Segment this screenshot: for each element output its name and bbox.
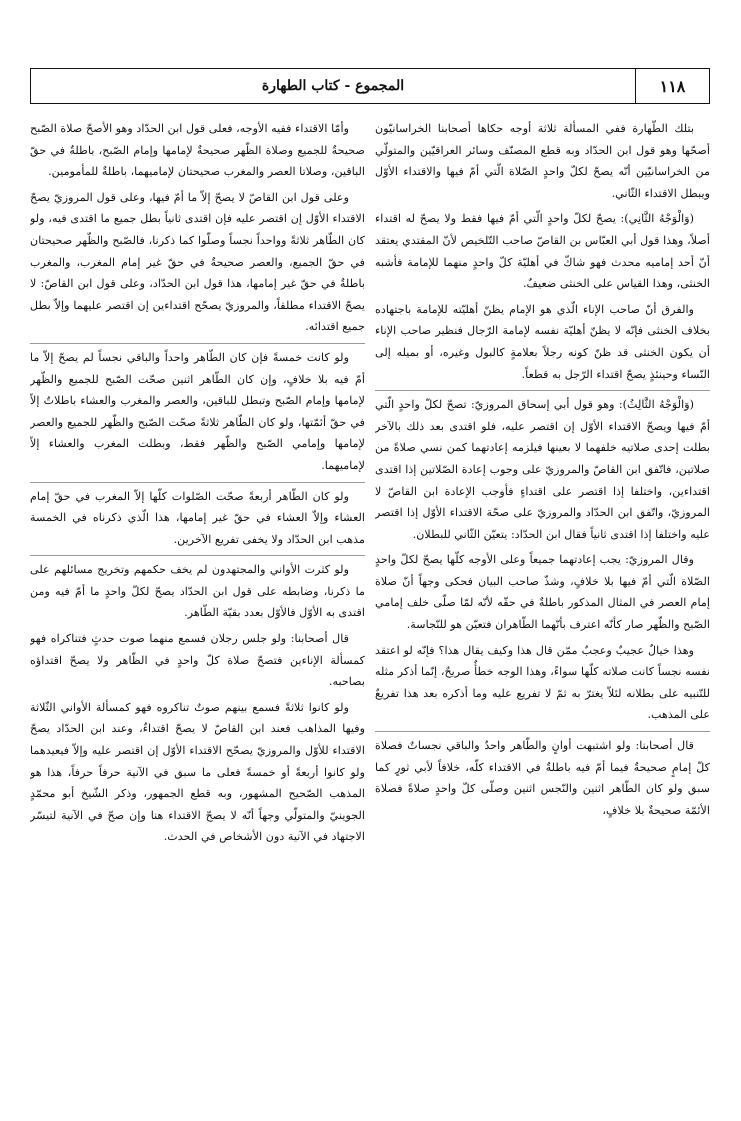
paragraph: وعلى قول ابن القاصّ لا يصحّ إلاّ ما أمّ فيها، وعلى قول المروزيّ يصحّ الاقتداء الأوّل إن اقتصر عليه فإن اقتدى ثانياً بطل جميع ما اقتدى فيه، ولو كان الطّاهر ثلاثةً وواحداً نجساً وصلّوا كما ذكرنا، فالصّبح والظّهر صحيحتان في حقّ الجميع، والعصر صحيحةٌ في حقّ غير إمام المغرب، والمغرب باطلةٌ في حقّ غير إمامها، هذا قول ابن الحدّاد، وعلى قول ابن القاصّ: لا يصحّ الاقتداء مطلقاً، والمروزيّ يصحّح اقتداءين إن اقتصر عليهما وإلاّ بطل جميع اقتدائه. — [30, 190, 365, 334]
paragraph: ولو كانوا ثلاثةً فسمع بينهم صوتٌ تناكروه فهو كمسألة الأواني الثّلاثة وفيها المذاهب فعند ابن القاصّ لا يصحّ اقتداءٌ، وعند ابن الحدّاد يصحّ الاقتداء للأوّل والمروزيّ يصحّح الاقتداء الأوّل إن اقتصر عليه وإلاّ فيعيدهما ولو كانوا أربعةً أو خمسةً فعلى ما سبق في الآنية حرفاً حرفاً، هذا هو المذهب الصّحيح المشهور، وبه قطع الجمهور، وذكر الشّيخ أبو محمّدٍ الجوينيّ والمتولّي وجهاً أنّه لا يصحّ الاقتداء هنا وإن صحّ في الآنية لتيسّر الاجتهاد في الآنية دون الأشخاص في الحدث. — [30, 700, 365, 844]
text-columns — [30, 118, 710, 1113]
paragraph: ولو كثرت الأواني والمجتهدون لم يخف حكمهم وتخريج مسائلهم على ما ذكرنا، وضابطه على قول ابن الحدّاد يصحّ لكلّ واحدٍ ما أمّ فيه ومن اقتدى به الأوّل فالأوّل بعدد بقيّة الطّاهر. — [30, 555, 365, 624]
paragraph: قال أصحابنا: ولو اشتبهت أوانٍ والطّاهر واحدٌ والباقي نجساتٌ فصلاة كلّ إمامٍ صحيحةٌ فيما أمّ فيه باطلةٌ في الاقتداء كلّه، خلافاً لأبي ثورٍ كما سبق ولو كان الطّاهر اثنين والنّجس اثنين وصلّى كلّ واحدٍ صلاةً فصلاة الأئمّة صحيحةٌ بلا خلافٍ، — [375, 731, 710, 821]
paragraph: والفرق أنّ صاحب الإناء الّذي هو الإمام يظنّ أهليّته للإمامة باجتهاده بخلاف الخنثى فإنّه لا يظنّ أهليّة نفسه لإمامة الرّجال فنظير صاحب الإناء أن يكون الخنثى قد ظنّ كونه رجلاً بعلامةٍ كالبول وغيره، أو بميله إلى النّساء وحينئذٍ يصحّ اقتداء الرّجل به قطعاً. — [375, 302, 710, 381]
paragraph: ولو كان الطّاهر أربعةً صحّت الصّلوات كلّها إلاّ المغرب في حقّ إمام العشاء وإلاّ العشاء في حقّ غير إمامها، هذا الّذي ذكرناه في الخمسة مذهب ابن الحدّاد ولا يخفى تفريع الآخرين. — [30, 482, 365, 551]
paragraph: قال أصحابنا: ولو جلس رجلان فسمع منهما صوت حدثٍ فتناكراه فهو كمسألة الإناءين فتصحّ صلاة كلّ واحدٍ في الظّاهر ولا يصحّ اقتداؤه بصاحبه. — [30, 632, 365, 689]
paragraph: (وَالْوَجْهُ الثَّالِثُ): وهو قول أبي إسحاق المروزيّ: تصحّ لكلّ واحدٍ الّتي أمّ فيها ويصحّ الاقتداء الأوّل إن اقتصر عليه، فلو اقتدى بعد ذلك بالآخر بطلت إحدى صلاتيه خلفهما لا بعينها فيلزمه إعادتهما كمن نسي صلاةً من صلاتين، فاتّفق ابن القاصّ والمروزيّ على وجوب إعادة الصّلاتين إذا اقتدى اقتداءين، واختلفا إذا اقتصر على اقتداءٍ فأوجب الإعادة ابن القاصّ لا المروزيّ، واتّفق ابن الحدّاد والمروزيّ على صحّة الاقتداء الأوّل إذا اقتصر عليه واختلفا إذا اقتدى ثانياً فقال ابن الحدّاد: يتعيّن الثّاني للبطلان. — [375, 390, 710, 545]
page-header — [30, 68, 710, 104]
paragraph: وقال المروزيّ: يجب إعادتهما جميعاً وعلى الأوجه كلّها يصحّ لكلّ واحدٍ الصّلاة الّتي أمّ فيها بلا خلافٍ، وشذّ صاحب البيان فحكى وجهاً أنّ صلاة إمام العصر في المثال المذكور باطلةٌ في حقّه لأنّه لمّا صلّى خلف إمامي الصّبح والظّهر صار كأنّه اعترف بأنّهما الطّاهران فتعيّن هو للنّجاسة. — [375, 553, 710, 632]
paragraph: (وَالْوَجْهُ الثَّانِي): يصحّ لكلّ واحدٍ الّتي أمّ فيها فقط ولا يصحّ له اقتداء أصلاً، وهذا قول أبي العبّاس بن القاصّ صاحب التّلخيص لأنّ المقتدي يعتقد أنّ أحد إماميه محدث فهو شاكّ في أهليّة كلّ واحدٍ منهما للإمامة فأشبه الخنثى، وهذا القياس على الخنثى ضعيفٌ. — [375, 212, 710, 291]
right-column — [375, 118, 710, 1113]
left-column — [30, 118, 365, 1113]
paragraph: وأمّا الاقتداء ففيه الأوجه، فعلى قول ابن الحدّاد وهو الأصحّ صلاة الصّبح صحيحةٌ للجميع وصلاة الظّهر صحيحةٌ لإمامها وإمام الصّبح، باطلةٌ في حقّ الباقين، وصلاتا العصر والمغرب صحيحتان لإماميهما، باطلةٌ للمأمومين. — [30, 122, 365, 179]
page-number: ١١٨ — [635, 69, 709, 103]
running-title: المجموع - كتاب الطهارة — [261, 78, 405, 94]
paragraph: وهذا خيالٌ عجيبٌ وعجبٌ ممّن قال هذا وكيف يقال هذا؟ فإنّه لو اعتقد نفسه نجساً كانت صلاته كلّها سواءً، وهذا الوجه خطأٌ صريحٌ، إنّما أذكر مثله للتّنبيه على بطلانه لئلاّ يغترّ به ثمّ لا تفريع عليه وما أذكره بعد هذا تفريعٌ على المذهب. — [375, 643, 710, 722]
paragraph: ولو كانت خمسةً فإن كان الطّاهر واحداً والباقي نجساً لم يصحّ إلاّ ما أمّ فيه بلا خلافٍ، وإن كان الطّاهر اثنين صحّت الصّبح للجميع والظّهر لإمامها وإمام الصّبح وتبطل للباقين، والعصر والمغرب والعشاء باطلاتٌ إلاّ في حقّ أئمّتها، ولو كان الطّاهر ثلاثةً صحّت الصّبح والظّهر للجميع والعصر لإمامها وإمامي الصّبح والظّهر فقط، وبطلت المغرب والعشاء إلاّ لإماميهما. — [30, 343, 365, 477]
paragraph: بتلك الطّهارة ففي المسألة ثلاثة أوجه حكاها أصحابنا الخراسانيّون أصحّها وهو قول ابن الحدّاد وبه قطع المصنّف وسائر العراقيّين والمتولّي من الخراسانيّين أنّه يصحّ لكلّ واحدٍ الصّلاة الّتي أمّ فيها والاقتداء الأوّل ويبطل الاقتداء الثّاني. — [375, 122, 710, 200]
